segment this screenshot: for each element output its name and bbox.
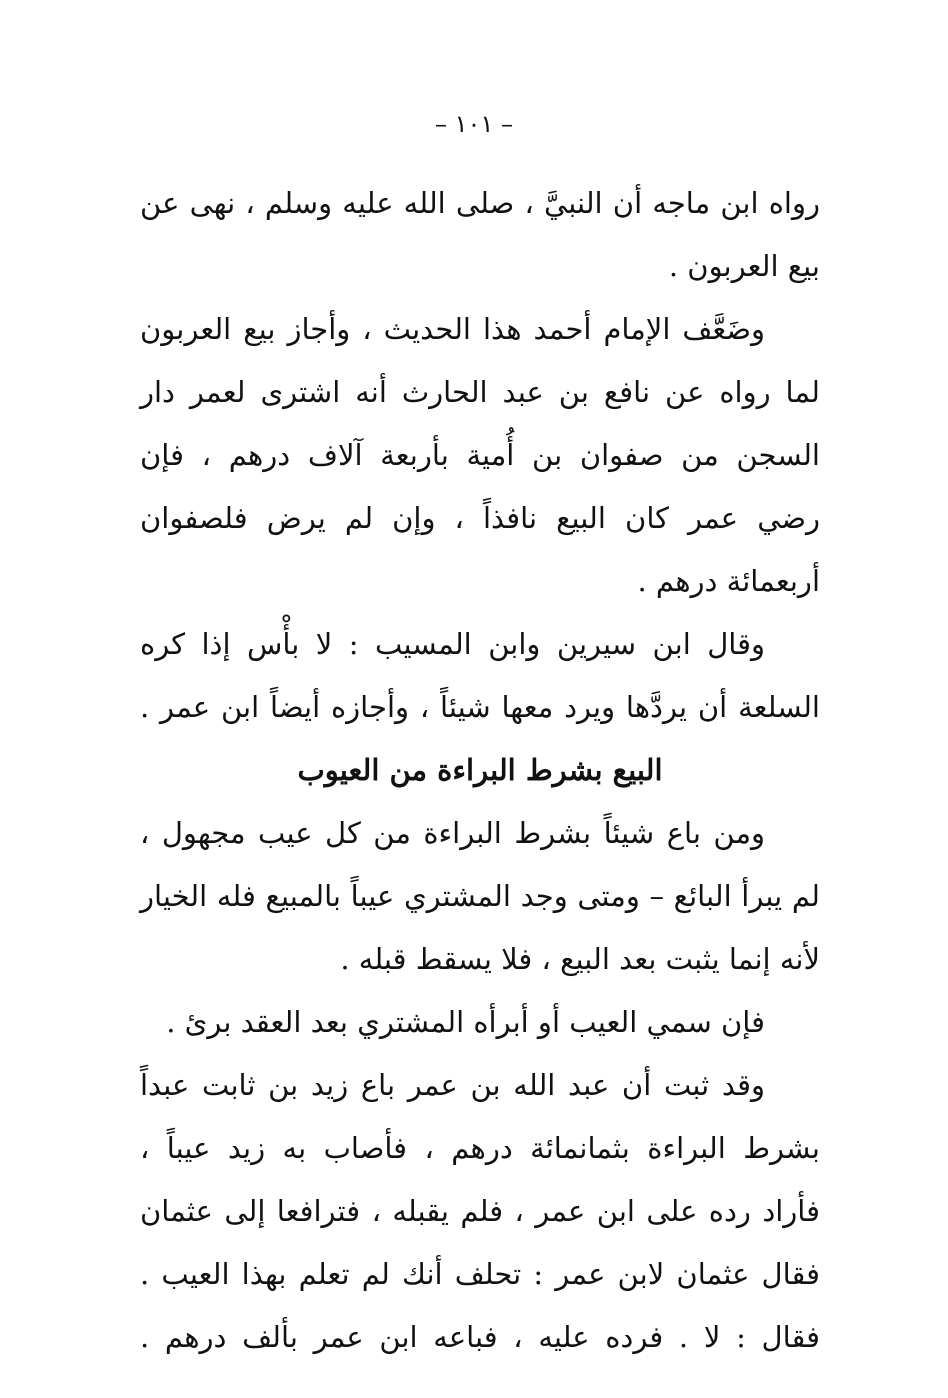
text-line: رواه ابن ماجه أن النبيَّ ، صلى الله عليه وسلم ، نهى عن (140, 186, 820, 220)
text-line: السلعة أن يردَّها ويرد معها شيئاً ، وأجازه أيضاً ابن عمر . (140, 690, 820, 724)
text-line: بشرط البراءة بثمانمائة درهم ، فأصاب به زيد عيباً ، (140, 1131, 820, 1165)
page-body (140, 172, 820, 1369)
text-line: لم يبرأ البائع – ومتى وجد المشتري عيباً بالمبيع فله الخيار (140, 879, 820, 913)
text-line: أربعمائة درهم . (637, 564, 820, 598)
text-line: فقال عثمان لابن عمر : تحلف أنك لم تعلم بهذا العيب . (140, 1257, 820, 1291)
text-line: وقد ثبت أن عبد الله بن عمر باع زيد بن ثابت عبداً (140, 1068, 765, 1102)
text-line: وقال ابن سيرين وابن المسيب : لا بأْس إذا كره (140, 627, 765, 661)
text-line: بيع العربون . (668, 249, 820, 283)
text-line: وضَعَّف الإمام أحمد هذا الحديث ، وأجاز بيع العربون (140, 312, 765, 346)
text-line: لما رواه عن نافع بن عبد الحارث أنه اشترى لعمر دار (140, 375, 820, 409)
text-line: ومن باع شيئاً بشرط البراءة من كل عيب مجهول ، (140, 816, 765, 850)
page-number: – ١٠١ – (435, 110, 513, 138)
text-line: رضي عمر كان البيع نافذاً ، وإن لم يرض فلصفوان (140, 501, 820, 535)
text-line: فقال : لا . فرده عليه ، فباعه ابن عمر بألف درهم . (140, 1320, 820, 1354)
text-line: السجن من صفوان بن أُمية بأربعة آلاف درهم ، فإن (140, 438, 820, 472)
text-line: لأنه إنما يثبت بعد البيع ، فلا يسقط قبله . (340, 942, 820, 976)
text-line: فأراد رده على ابن عمر ، فلم يقبله ، فترافعا إلى عثمان (140, 1194, 820, 1228)
text-line: فإن سمي العيب أو أبرأه المشتري بعد العقد برئ . (166, 1005, 765, 1039)
section-heading: البيع بشرط البراءة من العيوب (297, 753, 663, 787)
